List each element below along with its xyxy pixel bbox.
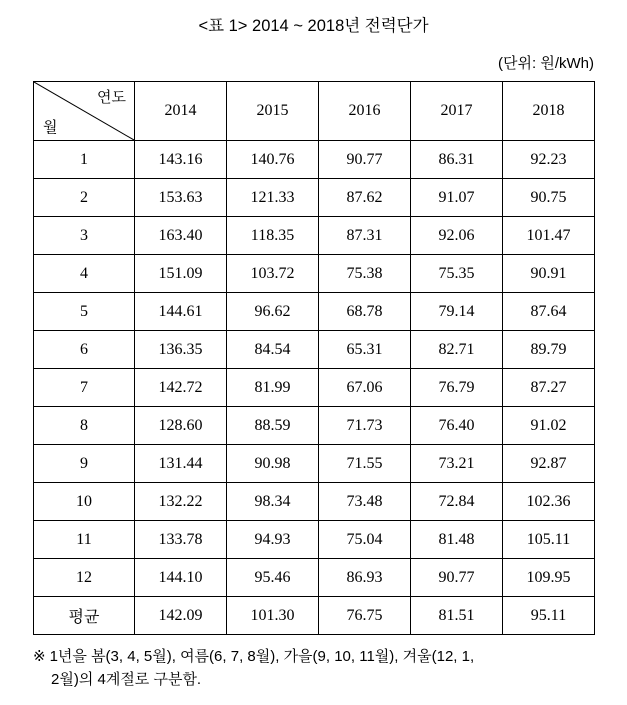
- table-body: [34, 141, 595, 635]
- table-header: [34, 82, 595, 141]
- table-row: [34, 293, 595, 331]
- table-row: [34, 179, 595, 217]
- footnote-line-1: [33, 645, 607, 668]
- cell-value: 94.93: [227, 521, 319, 559]
- cell-value: 75.04: [319, 521, 411, 559]
- table-row: [34, 445, 595, 483]
- table-row: [34, 407, 595, 445]
- row-label: 12: [34, 559, 135, 597]
- cell-value: 87.62: [319, 179, 411, 217]
- row-label: 5: [34, 293, 135, 331]
- cell-value: 136.35: [135, 331, 227, 369]
- corner-header-cell: [34, 82, 135, 141]
- cell-value: 84.54: [227, 331, 319, 369]
- cell-value: 91.02: [503, 407, 595, 445]
- cell-value: 142.72: [135, 369, 227, 407]
- cell-value: 91.07: [411, 179, 503, 217]
- cell-value: 75.35: [411, 255, 503, 293]
- cell-value: 92.87: [503, 445, 595, 483]
- cell-value: 101.30: [227, 597, 319, 635]
- cell-value: 133.78: [135, 521, 227, 559]
- unit-note: (단위: 원/kWh): [498, 55, 594, 72]
- cell-value: 67.06: [319, 369, 411, 407]
- cell-value: 144.61: [135, 293, 227, 331]
- cell-value: 103.72: [227, 255, 319, 293]
- cell-value: 81.51: [411, 597, 503, 635]
- cell-value: 75.38: [319, 255, 411, 293]
- footnote-line-2: 2월)의 4계절로 구분함.: [51, 671, 202, 689]
- row-label: 9: [34, 445, 135, 483]
- cell-value: 140.76: [227, 141, 319, 179]
- row-label: 평균: [34, 597, 135, 635]
- column-header-2014: 2014: [135, 82, 227, 141]
- row-label: 10: [34, 483, 135, 521]
- column-header-2017: 2017: [411, 82, 503, 141]
- column-header-2018: 2018: [503, 82, 595, 141]
- cell-value: 90.77: [411, 559, 503, 597]
- cell-value: 95.46: [227, 559, 319, 597]
- cell-value: 95.11: [503, 597, 595, 635]
- cell-value: 89.79: [503, 331, 595, 369]
- footnote-text-1: 1년을 봄(3, 4, 5월), 여름(6, 7, 8월), 가을(9, 10, 11월), 겨울(12, 1,: [49, 648, 475, 665]
- cell-value: 96.62: [227, 293, 319, 331]
- cell-value: 121.33: [227, 179, 319, 217]
- cell-value: 87.31: [319, 217, 411, 255]
- footnote-mark: ※: [33, 648, 46, 665]
- cell-value: 73.48: [319, 483, 411, 521]
- cell-value: 163.40: [135, 217, 227, 255]
- cell-value: 109.95: [503, 559, 595, 597]
- cell-value: 90.77: [319, 141, 411, 179]
- table-row: [34, 141, 595, 179]
- cell-value: 144.10: [135, 559, 227, 597]
- cell-value: 90.98: [227, 445, 319, 483]
- cell-value: 71.73: [319, 407, 411, 445]
- table-row: [34, 559, 595, 597]
- cell-value: 81.99: [227, 369, 319, 407]
- page-title: <표 1> 2014 ~ 2018년 전력단가: [198, 17, 429, 35]
- cell-value: 151.09: [135, 255, 227, 293]
- row-label: 7: [34, 369, 135, 407]
- row-label: 3: [34, 217, 135, 255]
- table-row: [34, 369, 595, 407]
- cell-value: 90.75: [503, 179, 595, 217]
- cell-value: 88.59: [227, 407, 319, 445]
- cell-value: 81.48: [411, 521, 503, 559]
- cell-value: 68.78: [319, 293, 411, 331]
- cell-value: 90.91: [503, 255, 595, 293]
- column-header-2016: 2016: [319, 82, 411, 141]
- cell-value: 92.06: [411, 217, 503, 255]
- cell-value: 142.09: [135, 597, 227, 635]
- table-row-average: [34, 597, 595, 635]
- cell-value: 98.34: [227, 483, 319, 521]
- cell-value: 71.55: [319, 445, 411, 483]
- cell-value: 131.44: [135, 445, 227, 483]
- cell-value: 65.31: [319, 331, 411, 369]
- cell-value: 92.23: [503, 141, 595, 179]
- row-label: 8: [34, 407, 135, 445]
- cell-value: 76.79: [411, 369, 503, 407]
- cell-value: 102.36: [503, 483, 595, 521]
- cell-value: 153.63: [135, 179, 227, 217]
- cell-value: 73.21: [411, 445, 503, 483]
- row-label: 4: [34, 255, 135, 293]
- document-page: [0, 12, 627, 705]
- cell-value: 86.31: [411, 141, 503, 179]
- table-row: [34, 217, 595, 255]
- cell-value: 87.64: [503, 293, 595, 331]
- table-row: [34, 521, 595, 559]
- row-label: 6: [34, 331, 135, 369]
- cell-value: 105.11: [503, 521, 595, 559]
- table-row: [34, 331, 595, 369]
- cell-value: 132.22: [135, 483, 227, 521]
- table-row: [34, 255, 595, 293]
- column-header-2015: 2015: [227, 82, 319, 141]
- cell-value: 86.93: [319, 559, 411, 597]
- cell-value: 72.84: [411, 483, 503, 521]
- row-label: 2: [34, 179, 135, 217]
- table-row: [34, 483, 595, 521]
- electricity-price-table: [33, 81, 595, 635]
- cell-value: 76.75: [319, 597, 411, 635]
- cell-value: 101.47: [503, 217, 595, 255]
- cell-value: 128.60: [135, 407, 227, 445]
- corner-year-label: 연도: [97, 89, 126, 106]
- row-label: 1: [34, 141, 135, 179]
- cell-value: 87.27: [503, 369, 595, 407]
- cell-value: 76.40: [411, 407, 503, 445]
- footnote: [0, 645, 627, 692]
- corner-month-label: 월: [43, 119, 58, 136]
- cell-value: 82.71: [411, 331, 503, 369]
- cell-value: 79.14: [411, 293, 503, 331]
- cell-value: 143.16: [135, 141, 227, 179]
- table-container: [0, 81, 627, 635]
- table-header-row: [34, 82, 595, 141]
- row-label: 11: [34, 521, 135, 559]
- cell-value: 118.35: [227, 217, 319, 255]
